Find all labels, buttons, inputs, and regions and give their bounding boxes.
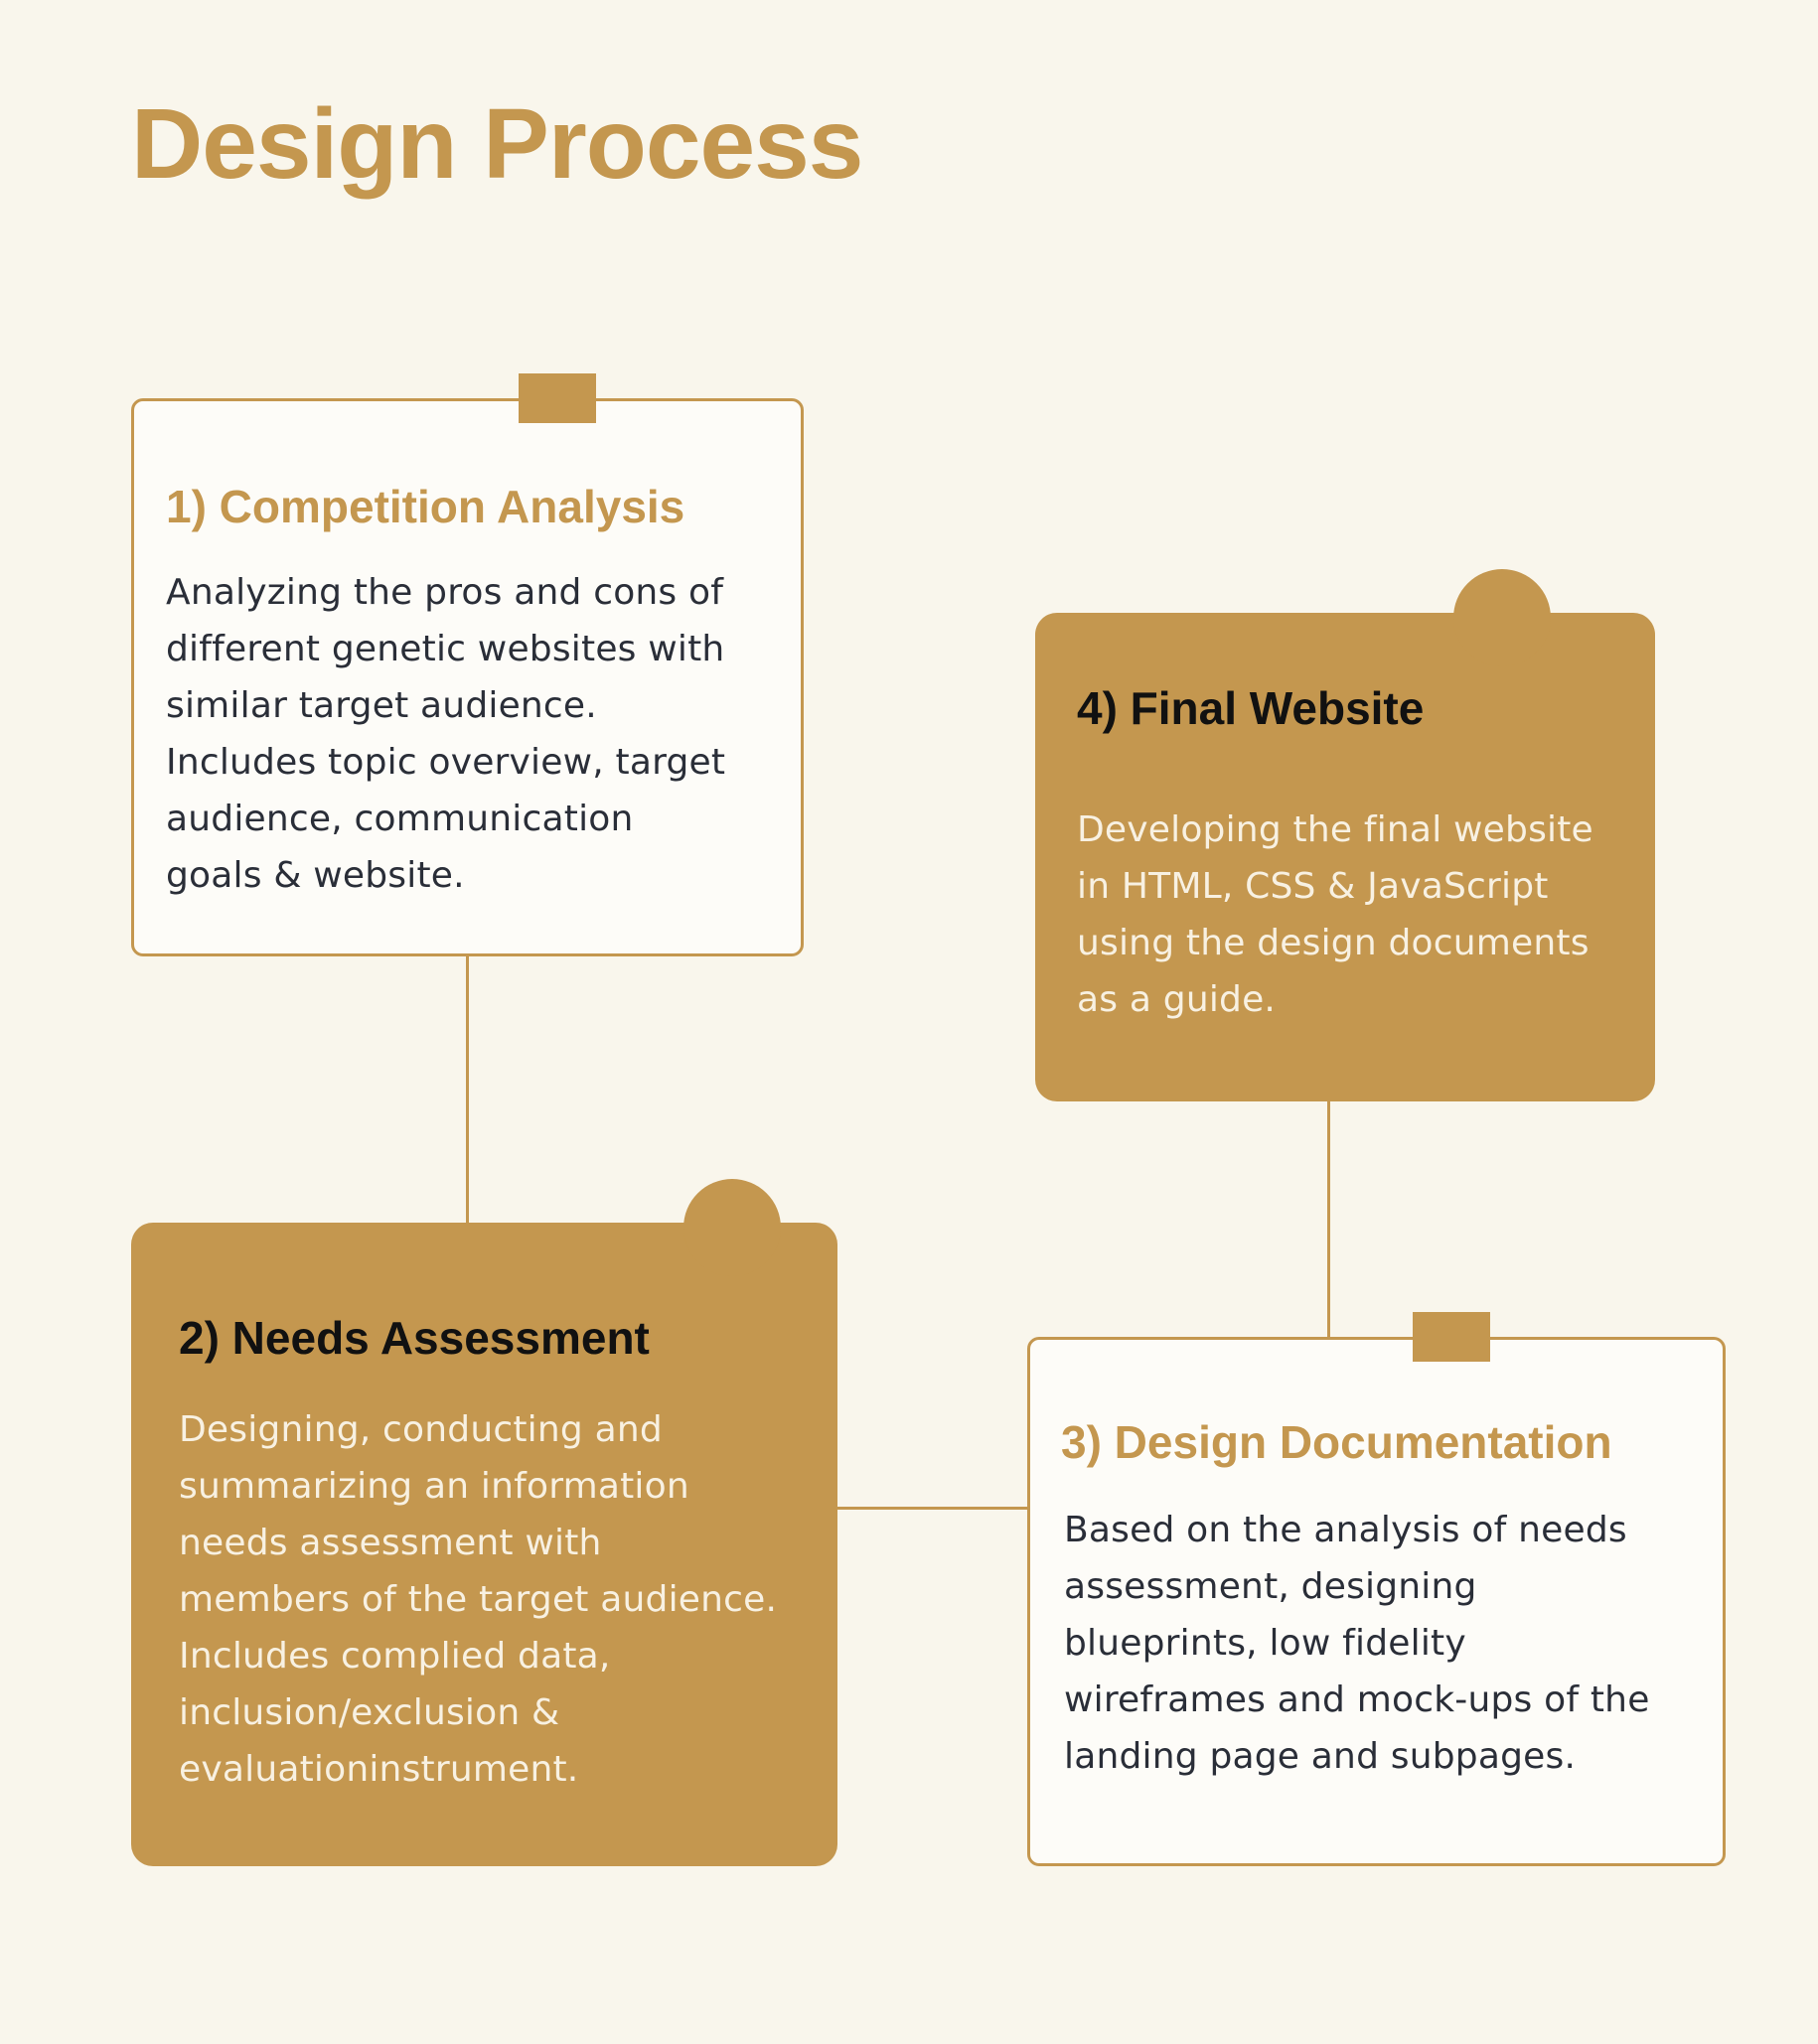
- description-line: Includes complied data,: [179, 1636, 611, 1677]
- step-title: 1) Competition Analysis: [166, 481, 685, 532]
- description-line: in HTML, CSS & JavaScript: [1077, 866, 1549, 907]
- card-tab: [683, 1179, 781, 1276]
- step-description: [1077, 802, 1643, 1028]
- description-line: using the design documents: [1077, 923, 1590, 963]
- description-line: wireframes and mock-ups of the: [1064, 1679, 1650, 1720]
- description-line: Designing, conducting and: [179, 1409, 663, 1450]
- description-line: Developing the final website: [1077, 809, 1593, 850]
- card-tab: [519, 373, 596, 423]
- description-line: Analyzing the pros and cons of: [166, 572, 724, 613]
- step-description: [1064, 1502, 1720, 1785]
- description-line: needs assessment with: [179, 1523, 602, 1563]
- description-line: Based on the analysis of needs: [1064, 1510, 1627, 1550]
- description-line: different genetic websites with: [166, 629, 725, 669]
- connector-step3-step4: [1327, 1099, 1330, 1338]
- step-card-design-documentation: [1027, 1337, 1726, 1866]
- description-line: summarizing an information: [179, 1466, 689, 1507]
- description-line: Includes topic overview, target: [166, 742, 726, 783]
- step-card-needs-assessment: [131, 1223, 837, 1866]
- description-line: inclusion/exclusion &: [179, 1692, 560, 1733]
- step-card-competition-analysis: [131, 398, 804, 956]
- step-title: 2) Needs Assessment: [179, 1312, 650, 1364]
- page-title: Design Process: [131, 88, 863, 200]
- description-line: audience, communication: [166, 799, 634, 839]
- connector-step2-step3: [834, 1507, 1029, 1510]
- description-line: landing page and subpages.: [1064, 1736, 1577, 1777]
- description-line: members of the target audience.: [179, 1579, 778, 1620]
- step-card-final-website: [1035, 613, 1655, 1101]
- card-tab: [1413, 1312, 1490, 1362]
- description-line: similar target audience.: [166, 685, 597, 726]
- step-title: 3) Design Documentation: [1061, 1416, 1612, 1468]
- description-line: assessment, designing: [1064, 1566, 1477, 1607]
- step-description: [166, 564, 782, 904]
- card-tab: [1453, 569, 1551, 666]
- description-line: blueprints, low fidelity: [1064, 1623, 1466, 1664]
- description-line: goals & website.: [166, 855, 465, 896]
- description-line: as a guide.: [1077, 979, 1277, 1020]
- connector-step1-step2: [466, 955, 469, 1224]
- step-description: [179, 1401, 825, 1798]
- step-title: 4) Final Website: [1077, 682, 1425, 734]
- description-line: evaluationinstrument.: [179, 1749, 579, 1790]
